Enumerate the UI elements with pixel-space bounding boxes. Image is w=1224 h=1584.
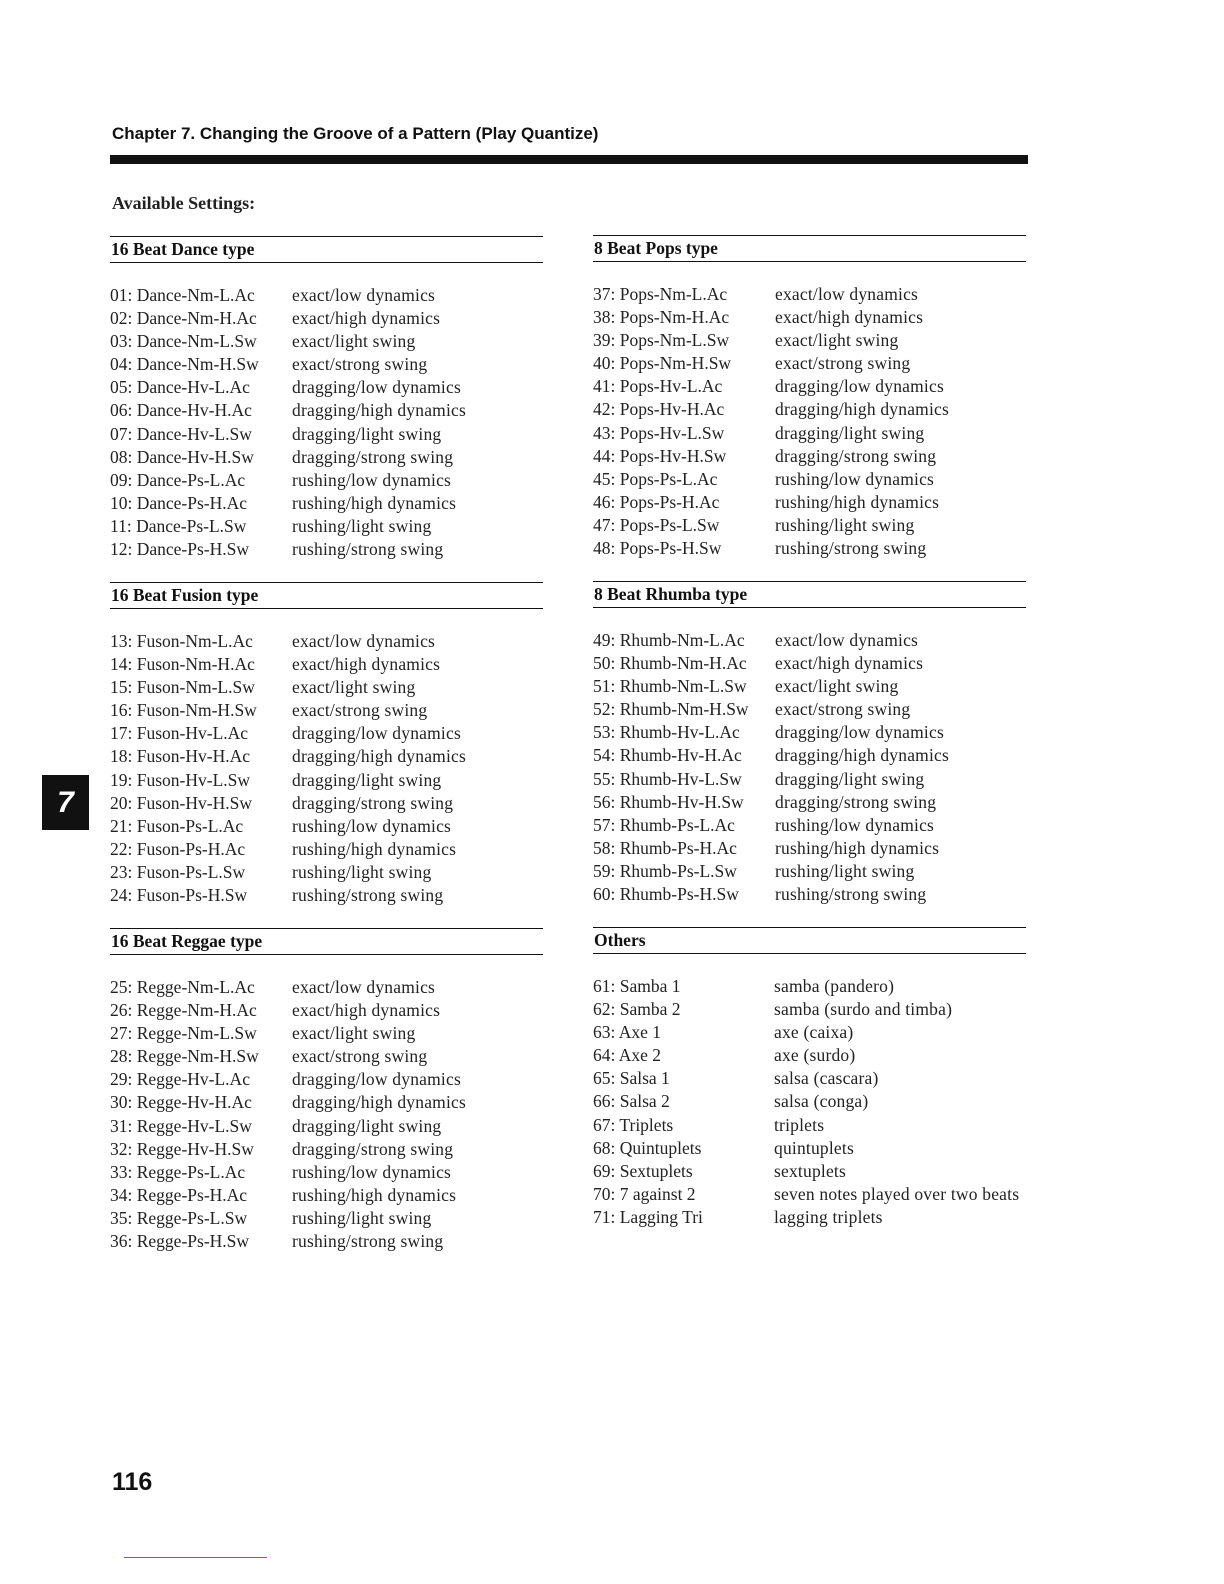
setting-row bbox=[593, 860, 1026, 883]
setting-description: rushing/light swing bbox=[775, 514, 915, 535]
setting-name: 58: Rhumb-Ps-H.Ac bbox=[593, 837, 737, 858]
section-16-beat-reggae bbox=[110, 928, 543, 1253]
setting-description: dragging/light swing bbox=[775, 422, 925, 443]
setting-row bbox=[110, 838, 543, 861]
setting-row bbox=[593, 629, 1026, 652]
setting-description: quintuplets bbox=[774, 1137, 854, 1158]
chapter-rule bbox=[110, 155, 1028, 164]
setting-row bbox=[593, 468, 1026, 491]
available-settings-heading: Available Settings: bbox=[112, 193, 256, 213]
setting-name: 49: Rhumb-Nm-L.Ac bbox=[593, 630, 745, 650]
setting-description: dragging/strong swing bbox=[775, 791, 937, 812]
setting-description: rushing/high dynamics bbox=[775, 837, 940, 858]
setting-description: salsa (cascara) bbox=[774, 1068, 879, 1089]
setting-description: exact/strong swing bbox=[775, 353, 911, 374]
setting-name: 12: Dance-Ps-H.Sw bbox=[110, 539, 250, 560]
setting-row bbox=[593, 445, 1026, 468]
settings-list bbox=[110, 976, 543, 1253]
setting-row bbox=[593, 537, 1026, 560]
setting-description: rushing/strong swing bbox=[292, 539, 444, 560]
setting-row bbox=[593, 398, 1026, 421]
setting-row bbox=[110, 999, 543, 1022]
setting-row bbox=[593, 975, 1026, 998]
setting-name: 13: Fuson-Nm-L.Ac bbox=[110, 631, 253, 651]
setting-row bbox=[110, 1230, 543, 1253]
setting-description: exact/high dynamics bbox=[775, 307, 924, 328]
setting-row bbox=[593, 422, 1026, 445]
setting-row bbox=[593, 1183, 1026, 1206]
setting-description: exact/high dynamics bbox=[292, 308, 441, 329]
setting-name: 40: Pops-Nm-H.Sw bbox=[593, 353, 732, 374]
setting-name: 41: Pops-Hv-L.Ac bbox=[593, 376, 723, 397]
setting-description: exact/low dynamics bbox=[775, 284, 919, 304]
section-others bbox=[593, 927, 1026, 1229]
setting-row bbox=[110, 284, 543, 307]
setting-description: lagging triplets bbox=[774, 1206, 883, 1227]
setting-description: exact/light swing bbox=[775, 676, 899, 697]
setting-description: dragging/low dynamics bbox=[292, 1069, 461, 1090]
setting-row bbox=[110, 330, 543, 353]
setting-description: rushing/strong swing bbox=[775, 538, 927, 559]
setting-description: salsa (conga) bbox=[774, 1091, 869, 1112]
setting-name: 26: Regge-Nm-H.Ac bbox=[110, 1000, 257, 1021]
setting-description: dragging/high dynamics bbox=[292, 1092, 467, 1113]
setting-row bbox=[593, 375, 1026, 398]
setting-description: rushing/low dynamics bbox=[292, 1161, 452, 1182]
setting-description: dragging/light swing bbox=[775, 768, 925, 789]
settings-list bbox=[110, 630, 543, 907]
setting-row bbox=[110, 1045, 543, 1068]
page-number: 116 bbox=[112, 1468, 153, 1496]
setting-description: dragging/strong swing bbox=[292, 792, 454, 813]
section-8-beat-pops bbox=[593, 235, 1026, 560]
setting-description: samba (pandero) bbox=[774, 976, 895, 996]
setting-row bbox=[110, 884, 543, 907]
setting-name: 51: Rhumb-Nm-L.Sw bbox=[593, 676, 747, 697]
setting-description: exact/strong swing bbox=[292, 700, 428, 721]
settings-list bbox=[110, 284, 543, 561]
setting-row bbox=[110, 792, 543, 815]
setting-description: rushing/strong swing bbox=[292, 1231, 444, 1252]
section-title: 16 Beat Fusion type bbox=[110, 582, 543, 609]
setting-row bbox=[110, 1184, 543, 1207]
setting-row bbox=[110, 699, 543, 722]
setting-name: 60: Rhumb-Ps-H.Sw bbox=[593, 884, 739, 905]
setting-description: rushing/strong swing bbox=[292, 885, 444, 906]
setting-name: 47: Pops-Ps-L.Sw bbox=[593, 514, 720, 535]
setting-description: dragging/light swing bbox=[292, 769, 442, 790]
setting-description: rushing/low dynamics bbox=[775, 468, 935, 489]
setting-description: dragging/light swing bbox=[292, 423, 442, 444]
setting-name: 11: Dance-Ps-L.Sw bbox=[110, 515, 247, 536]
setting-row bbox=[593, 837, 1026, 860]
setting-description: exact/light swing bbox=[292, 677, 416, 698]
setting-name: 17: Fuson-Hv-L.Ac bbox=[110, 723, 249, 744]
setting-row bbox=[593, 283, 1026, 306]
setting-row bbox=[593, 1067, 1026, 1090]
settings-list bbox=[593, 975, 1026, 1229]
setting-name: 25: Regge-Nm-L.Ac bbox=[110, 977, 255, 997]
setting-row bbox=[110, 722, 543, 745]
setting-row bbox=[593, 1021, 1026, 1044]
setting-description: exact/low dynamics bbox=[292, 631, 436, 651]
setting-row bbox=[593, 514, 1026, 537]
setting-row bbox=[110, 353, 543, 376]
setting-description: sextuplets bbox=[774, 1160, 846, 1181]
setting-name: 64: Axe 2 bbox=[593, 1045, 662, 1066]
settings-list bbox=[593, 283, 1026, 560]
setting-name: 59: Rhumb-Ps-L.Sw bbox=[593, 860, 737, 881]
setting-name: 27: Regge-Nm-L.Sw bbox=[110, 1023, 257, 1044]
setting-name: 15: Fuson-Nm-L.Sw bbox=[110, 677, 255, 698]
setting-description: exact/strong swing bbox=[292, 354, 428, 375]
setting-name: 39: Pops-Nm-L.Sw bbox=[593, 330, 730, 351]
setting-name: 01: Dance-Nm-L.Ac bbox=[110, 285, 255, 305]
setting-description: dragging/high dynamics bbox=[775, 745, 950, 766]
setting-row bbox=[110, 376, 543, 399]
setting-name: 67: Triplets bbox=[593, 1114, 674, 1135]
setting-name: 57: Rhumb-Ps-L.Ac bbox=[593, 814, 735, 835]
setting-name: 56: Rhumb-Hv-H.Sw bbox=[593, 791, 744, 812]
setting-row bbox=[110, 1068, 543, 1091]
setting-row bbox=[110, 1161, 543, 1184]
setting-name: 02: Dance-Nm-H.Ac bbox=[110, 308, 257, 329]
setting-row bbox=[593, 814, 1026, 837]
setting-name: 53: Rhumb-Hv-L.Ac bbox=[593, 722, 740, 743]
setting-row bbox=[593, 791, 1026, 814]
setting-row bbox=[593, 998, 1026, 1021]
setting-row bbox=[593, 652, 1026, 675]
setting-description: dragging/low dynamics bbox=[775, 722, 944, 743]
setting-name: 44: Pops-Hv-H.Sw bbox=[593, 445, 727, 466]
setting-description: exact/high dynamics bbox=[292, 654, 441, 675]
setting-row bbox=[593, 698, 1026, 721]
setting-description: dragging/low dynamics bbox=[292, 723, 461, 744]
setting-row bbox=[110, 815, 543, 838]
setting-row bbox=[110, 861, 543, 884]
setting-row bbox=[593, 675, 1026, 698]
setting-description: exact/high dynamics bbox=[775, 653, 924, 674]
setting-name: 66: Salsa 2 bbox=[593, 1091, 670, 1112]
setting-description: rushing/low dynamics bbox=[292, 815, 452, 836]
setting-name: 23: Fuson-Ps-L.Sw bbox=[110, 861, 246, 882]
setting-name: 61: Samba 1 bbox=[593, 976, 681, 996]
setting-description: dragging/high dynamics bbox=[292, 746, 467, 767]
setting-row bbox=[593, 721, 1026, 744]
setting-name: 29: Regge-Hv-L.Ac bbox=[110, 1069, 250, 1090]
setting-name: 19: Fuson-Hv-L.Sw bbox=[110, 769, 251, 790]
setting-description: axe (surdo) bbox=[774, 1045, 856, 1066]
setting-row bbox=[110, 1115, 543, 1138]
setting-description: rushing/light swing bbox=[292, 861, 432, 882]
section-title: Others bbox=[593, 927, 1026, 954]
setting-description: rushing/light swing bbox=[775, 860, 915, 881]
setting-row bbox=[110, 446, 543, 469]
setting-name: 37: Pops-Nm-L.Ac bbox=[593, 284, 728, 304]
setting-description: exact/strong swing bbox=[292, 1046, 428, 1067]
setting-row bbox=[110, 423, 543, 446]
section-title: 8 Beat Pops type bbox=[593, 235, 1026, 262]
setting-name: 14: Fuson-Nm-H.Ac bbox=[110, 654, 255, 675]
setting-row bbox=[593, 883, 1026, 906]
setting-description: exact/low dynamics bbox=[292, 285, 436, 305]
setting-row bbox=[110, 399, 543, 422]
section-16-beat-fusion bbox=[110, 582, 543, 907]
setting-name: 28: Regge-Nm-H.Sw bbox=[110, 1046, 259, 1067]
setting-name: 50: Rhumb-Nm-H.Ac bbox=[593, 653, 747, 674]
setting-row bbox=[593, 744, 1026, 767]
setting-description: axe (caixa) bbox=[774, 1022, 854, 1043]
section-title: 16 Beat Dance type bbox=[110, 236, 543, 263]
setting-name: 06: Dance-Hv-H.Ac bbox=[110, 400, 252, 421]
chapter-tab: 7 bbox=[42, 775, 89, 830]
setting-description: triplets bbox=[774, 1114, 825, 1135]
setting-name: 62: Samba 2 bbox=[593, 999, 681, 1020]
setting-name: 20: Fuson-Hv-H.Sw bbox=[110, 792, 252, 813]
setting-description: exact/light swing bbox=[292, 331, 416, 352]
setting-row bbox=[110, 469, 543, 492]
setting-name: 69: Sextuplets bbox=[593, 1160, 693, 1181]
setting-description: dragging/low dynamics bbox=[775, 376, 944, 397]
setting-description: dragging/high dynamics bbox=[775, 399, 950, 420]
setting-row bbox=[110, 653, 543, 676]
setting-row bbox=[110, 515, 543, 538]
setting-name: 38: Pops-Nm-H.Ac bbox=[593, 307, 730, 328]
setting-description: rushing/low dynamics bbox=[292, 469, 452, 490]
setting-name: 21: Fuson-Ps-L.Ac bbox=[110, 815, 244, 836]
setting-description: dragging/light swing bbox=[292, 1115, 442, 1136]
setting-row bbox=[593, 1090, 1026, 1113]
setting-description: rushing/low dynamics bbox=[775, 814, 935, 835]
section-16-beat-dance bbox=[110, 236, 543, 561]
setting-name: 08: Dance-Hv-H.Sw bbox=[110, 446, 254, 467]
setting-name: 22: Fuson-Ps-H.Ac bbox=[110, 838, 246, 859]
setting-name: 45: Pops-Ps-L.Ac bbox=[593, 468, 718, 489]
setting-description: rushing/high dynamics bbox=[292, 492, 457, 513]
setting-name: 31: Regge-Hv-L.Sw bbox=[110, 1115, 252, 1136]
setting-name: 71: Lagging Tri bbox=[593, 1206, 703, 1227]
setting-row bbox=[110, 538, 543, 561]
setting-row bbox=[110, 745, 543, 768]
setting-row bbox=[593, 1044, 1026, 1067]
setting-name: 04: Dance-Nm-H.Sw bbox=[110, 354, 259, 375]
setting-description: seven notes played over two beats bbox=[774, 1183, 1020, 1204]
setting-row bbox=[593, 1114, 1026, 1137]
setting-row bbox=[110, 630, 543, 653]
setting-row bbox=[110, 1138, 543, 1161]
setting-row bbox=[593, 352, 1026, 375]
setting-name: 43: Pops-Hv-L.Sw bbox=[593, 422, 725, 443]
section-title: 8 Beat Rhumba type bbox=[593, 581, 1026, 608]
setting-row bbox=[593, 768, 1026, 791]
setting-name: 48: Pops-Ps-H.Sw bbox=[593, 538, 722, 559]
setting-name: 03: Dance-Nm-L.Sw bbox=[110, 331, 257, 352]
setting-row bbox=[593, 1160, 1026, 1183]
setting-row bbox=[110, 1022, 543, 1045]
setting-name: 68: Quintuplets bbox=[593, 1137, 702, 1158]
setting-name: 42: Pops-Hv-H.Ac bbox=[593, 399, 725, 420]
setting-description: rushing/high dynamics bbox=[775, 491, 940, 512]
setting-name: 05: Dance-Hv-L.Ac bbox=[110, 377, 250, 398]
setting-row bbox=[593, 329, 1026, 352]
setting-name: 32: Regge-Hv-H.Sw bbox=[110, 1138, 254, 1159]
setting-name: 36: Regge-Ps-H.Sw bbox=[110, 1231, 250, 1252]
setting-name: 63: Axe 1 bbox=[593, 1022, 662, 1043]
setting-row bbox=[110, 492, 543, 515]
setting-name: 34: Regge-Ps-H.Ac bbox=[110, 1184, 248, 1205]
setting-description: samba (surdo and timba) bbox=[774, 999, 953, 1020]
section-8-beat-rhumba bbox=[593, 581, 1026, 906]
setting-row bbox=[110, 976, 543, 999]
setting-row bbox=[110, 676, 543, 699]
setting-row bbox=[593, 306, 1026, 329]
setting-name: 09: Dance-Ps-L.Ac bbox=[110, 469, 246, 490]
setting-name: 55: Rhumb-Hv-L.Sw bbox=[593, 768, 742, 789]
setting-name: 52: Rhumb-Nm-H.Sw bbox=[593, 699, 749, 720]
setting-name: 16: Fuson-Nm-H.Sw bbox=[110, 700, 257, 721]
setting-row bbox=[593, 1137, 1026, 1160]
setting-name: 33: Regge-Ps-L.Ac bbox=[110, 1161, 246, 1182]
setting-description: dragging/strong swing bbox=[775, 445, 937, 466]
chapter-title: Chapter 7. Changing the Groove of a Pattern (Play Quantize) bbox=[112, 124, 599, 143]
setting-name: 54: Rhumb-Hv-H.Ac bbox=[593, 745, 742, 766]
setting-row bbox=[110, 1091, 543, 1114]
setting-description: rushing/strong swing bbox=[775, 884, 927, 905]
setting-description: rushing/light swing bbox=[292, 515, 432, 536]
settings-list bbox=[593, 629, 1026, 906]
setting-name: 07: Dance-Hv-L.Sw bbox=[110, 423, 252, 444]
setting-description: dragging/strong swing bbox=[292, 1138, 454, 1159]
setting-name: 35: Regge-Ps-L.Sw bbox=[110, 1207, 248, 1228]
setting-row bbox=[110, 307, 543, 330]
setting-description: exact/light swing bbox=[292, 1023, 416, 1044]
setting-description: exact/strong swing bbox=[775, 699, 911, 720]
section-title: 16 Beat Reggae type bbox=[110, 928, 543, 955]
footer-link-line bbox=[124, 1557, 267, 1558]
setting-name: 46: Pops-Ps-H.Ac bbox=[593, 491, 720, 512]
setting-description: exact/low dynamics bbox=[775, 630, 919, 650]
setting-description: rushing/high dynamics bbox=[292, 838, 457, 859]
setting-description: dragging/strong swing bbox=[292, 446, 454, 467]
setting-name: 65: Salsa 1 bbox=[593, 1068, 670, 1089]
setting-name: 30: Regge-Hv-H.Ac bbox=[110, 1092, 252, 1113]
setting-name: 24: Fuson-Ps-H.Sw bbox=[110, 885, 248, 906]
setting-description: exact/low dynamics bbox=[292, 977, 436, 997]
setting-row bbox=[593, 1206, 1026, 1229]
setting-name: 10: Dance-Ps-H.Ac bbox=[110, 492, 248, 513]
setting-row bbox=[110, 1207, 543, 1230]
setting-description: exact/high dynamics bbox=[292, 1000, 441, 1021]
setting-description: dragging/low dynamics bbox=[292, 377, 461, 398]
setting-description: rushing/high dynamics bbox=[292, 1184, 457, 1205]
setting-description: rushing/light swing bbox=[292, 1207, 432, 1228]
setting-row bbox=[110, 769, 543, 792]
setting-description: exact/light swing bbox=[775, 330, 899, 351]
setting-row bbox=[593, 491, 1026, 514]
setting-description: dragging/high dynamics bbox=[292, 400, 467, 421]
setting-name: 70: 7 against 2 bbox=[593, 1183, 696, 1204]
setting-name: 18: Fuson-Hv-H.Ac bbox=[110, 746, 250, 767]
